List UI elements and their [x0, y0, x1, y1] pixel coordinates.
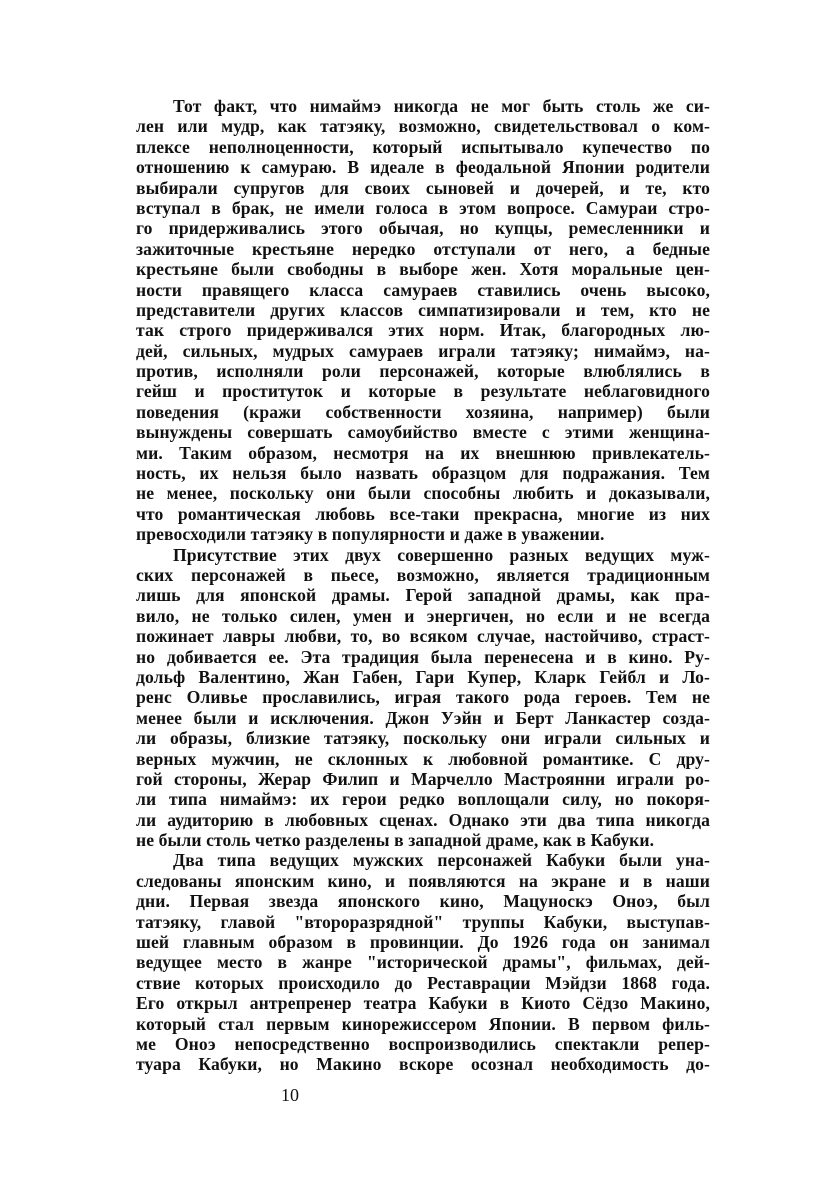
text-line: ности правящего класса самураев ставились очень высоко, — [136, 279, 710, 300]
text-line: шей главным образом в провинции. До 1926 года он занимал — [136, 932, 710, 953]
text-line: гейш и проституток и которые в результате неблаговидного — [136, 381, 710, 402]
text-line: не были столь четко разделены в западной драме, как в Кабуки. — [136, 830, 655, 851]
text-line: зажиточные крестьяне нередко отступали от него, а бедные — [136, 238, 710, 259]
text-line: ли типа нимаймэ: их герои редко воплощали силу, но покоря- — [136, 789, 710, 810]
text-line: Тот факт, что нимаймэ никогда не мог быть столь же си- — [173, 96, 710, 116]
text-line: плексе неполноценности, который испытывало купечество по — [136, 136, 710, 157]
text-line: вило, не только силен, умен и энергичен, но если и не всегда — [136, 605, 710, 626]
text-line: дни. Первая звезда японского кино, Мацуноскэ Оноэ, был — [136, 891, 710, 912]
body-text — [136, 96, 710, 1075]
text-line: лишь для японской драмы. Герой западной драмы, как пра- — [136, 585, 710, 606]
text-line: татэяку, главой "второразрядной" труппы Кабуки, выступав- — [136, 911, 710, 932]
text-line: дольф Валентино, Жан Габен, Гари Купер, Кларк Гейбл и Ло- — [136, 666, 710, 687]
text-line: ность, их нельзя было назвать образцом для подражания. Тем — [136, 463, 710, 484]
text-line: ме Оноэ непосредственно воспроизводились спектакли репер- — [136, 1033, 710, 1054]
text-line: Присутствие этих двух совершенно разных ведущих муж- — [173, 544, 710, 565]
text-line: так строго придерживался этих норм. Итак, благородных лю- — [136, 320, 710, 341]
text-line: ли образы, близкие татэяку, поскольку они играли сильных и — [136, 728, 710, 749]
text-line: который стал первым кинорежиссером Японии. В первом филь- — [136, 1013, 710, 1034]
text-line: гой стороны, Жерар Филип и Марчелло Мастроянни играли ро- — [136, 768, 710, 789]
text-line: ренс Оливье прославились, играя такого рода героев. Тем не — [136, 687, 710, 708]
text-line: ствие которых происходило до Реставрации Мэйдзи 1868 года. — [136, 972, 710, 993]
text-line: пожинает лавры любви, то, во всяком случае, настойчиво, страст- — [136, 626, 710, 647]
text-line: следованы японским кино, и появляются на экране и в наши — [136, 870, 710, 891]
text-line: туара Кабуки, но Макино вскоре осознал необходимость до- — [136, 1054, 710, 1075]
text-line: ли аудиторию в любовных сценах. Однако эти два типа никогда — [136, 809, 710, 830]
text-line: верных мужчин, не склонных к любовной романтике. С дру- — [136, 748, 710, 769]
text-line: вступал в брак, не имели голоса в этом вопросе. Самураи стро- — [136, 197, 710, 218]
text-line: крестьяне были свободны в выборе жен. Хотя моральные цен- — [136, 259, 710, 280]
text-line: менее были и исключения. Джон Уэйн и Берт Ланкастер созда- — [136, 707, 710, 728]
text-line: не менее, поскольку они были способны любить и доказывали, — [136, 483, 710, 504]
text-line: ских персонажей в пьесе, возможно, является традиционным — [136, 564, 710, 585]
text-line: отношению к самураю. В идеале в феодальной Японии родители — [136, 157, 710, 178]
text-line: ведущее место в жанре "исторической драмы", фильмах, дей- — [136, 952, 710, 973]
text-line: что романтическая любовь все-таки прекрасна, многие из них — [136, 503, 710, 524]
text-line: го придерживались этого обычая, но купцы, ремесленники и — [136, 218, 710, 239]
text-line: поведения (кражи собственности хозяина, например) были — [136, 401, 710, 422]
text-line: превосходили татэяку в популярности и даже в уважении. — [136, 524, 605, 545]
text-line: Два типа ведущих мужских персонажей Кабуки были уна- — [173, 850, 710, 871]
page-number: 10 — [281, 1085, 299, 1105]
text-line: ми. Таким образом, несмотря на их внешнюю привлекатель- — [136, 442, 710, 463]
text-line: выбирали супругов для своих сыновей и дочерей, и те, кто — [136, 177, 710, 198]
text-line: Его открыл антрепренер театра Кабуки в Киото Сёдзо Макино, — [136, 993, 710, 1014]
text-line: против, исполняли роли персонажей, которые влюблялись в — [136, 361, 710, 382]
text-line: представители других классов симпатизировали и тем, кто не — [136, 299, 710, 320]
text-line: вынуждены совершать самоубийство вместе с этими женщина- — [136, 422, 710, 443]
text-line: дей, сильных, мудрых самураев играли татэяку; нимаймэ, на- — [136, 340, 710, 361]
text-line: но добивается ее. Эта традиция была перенесена и в кино. Ру- — [136, 646, 710, 667]
text-line: лен или мудр, как татэяку, возможно, свидетельствовал о ком- — [136, 116, 710, 137]
